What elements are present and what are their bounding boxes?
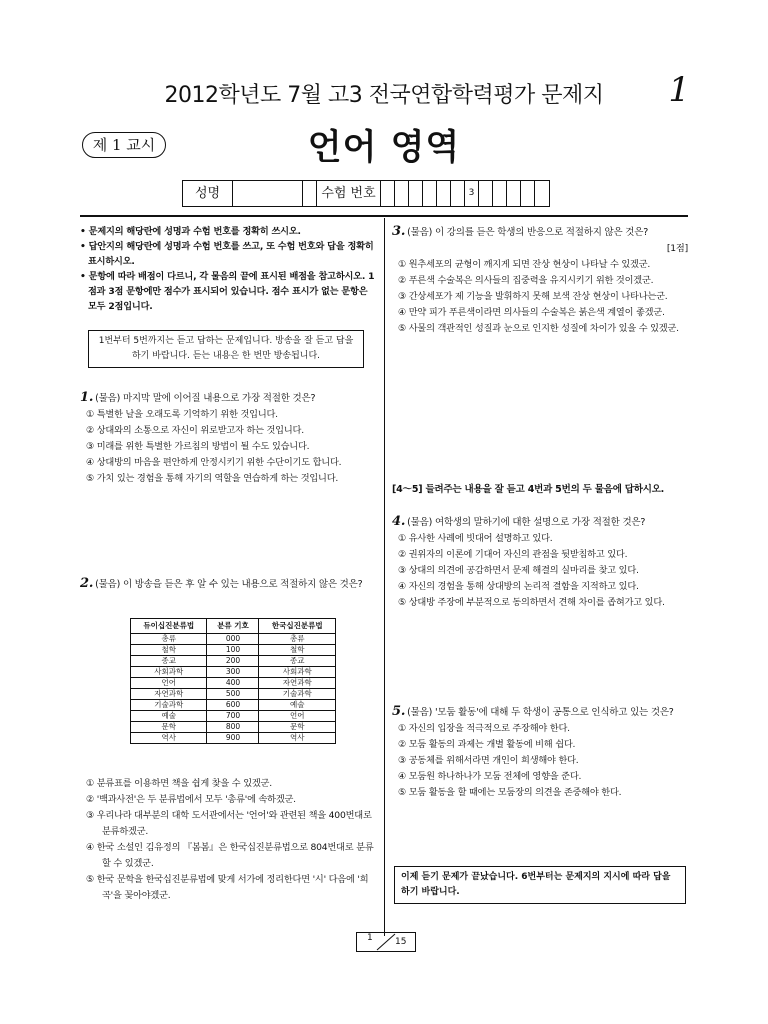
notice-item: • 문제지의 해당란에 성명과 수험 번호를 정확히 쓰시오. bbox=[80, 226, 301, 237]
option[interactable]: ⑤ 모둠 활동을 할 때에는 모둠장의 의견을 존중해야 한다. bbox=[398, 787, 622, 798]
table-cell: 예술 bbox=[259, 700, 336, 711]
table-cell: 문학 bbox=[259, 722, 336, 733]
option[interactable]: ② '백과사전'은 두 분류법에서 모두 '총류'에 속하겠군. bbox=[86, 794, 296, 805]
exam-no-box[interactable] bbox=[381, 181, 395, 206]
table-cell: 100 bbox=[207, 645, 259, 656]
question-number: 3. bbox=[392, 224, 406, 239]
table-cell: 종교 bbox=[259, 656, 336, 667]
question-stem: (물음) '모둠 활동'에 대해 두 학생이 공통으로 인식하고 있는 것은? bbox=[407, 707, 674, 718]
table-cell: 800 bbox=[207, 722, 259, 733]
table-row bbox=[131, 689, 336, 700]
option[interactable]: ④ 모둠원 하나하나가 모둠 전체에 영향을 준다. bbox=[398, 771, 582, 782]
option[interactable]: ① 원추세포의 균형이 깨지게 되면 잔상 현상이 나타날 수 있겠군. bbox=[398, 259, 651, 270]
table-cell: 200 bbox=[207, 656, 259, 667]
exam-no-box[interactable] bbox=[535, 181, 549, 206]
option[interactable]: ⑤ 사물의 객관적인 성질과 눈으로 인지한 성질에 차이가 있을 수 있겠군. bbox=[398, 323, 679, 334]
question-4 bbox=[392, 514, 688, 611]
table-cell: 000 bbox=[207, 634, 259, 645]
option[interactable]: ⑤ 상대방 주장에 부분적으로 동의하면서 견해 차이를 좁혀가고 있다. bbox=[398, 597, 665, 608]
exam-no-box[interactable] bbox=[521, 181, 535, 206]
exam-no-box[interactable] bbox=[507, 181, 521, 206]
table-cell: 종교 bbox=[131, 656, 207, 667]
page-number: 1 bbox=[668, 70, 690, 110]
table-row bbox=[131, 678, 336, 689]
table-row bbox=[131, 645, 336, 656]
option[interactable]: ⑤ 가치 있는 경험을 통해 자기의 역할을 연습하게 하는 것입니다. bbox=[86, 473, 339, 484]
column-divider bbox=[384, 218, 385, 936]
total-pages: 15 bbox=[395, 937, 407, 947]
question-3 bbox=[392, 224, 688, 337]
table-cell: 철학 bbox=[131, 645, 207, 656]
classification-table bbox=[130, 618, 336, 744]
table-row bbox=[131, 722, 336, 733]
notice-item: • 문항에 따라 배점이 다르니, 각 물음의 끝에 표시된 배점을 참고하시오. 1점과 3점 문항에만 점수가 표시되어 있습니다. 점수 표시가 없는 문항은 모두 2점입니다. bbox=[80, 271, 375, 312]
table-row bbox=[131, 656, 336, 667]
question-stem: (물음) 여학생의 말하기에 대한 설명으로 가장 적절한 것은? bbox=[407, 517, 646, 528]
exam-no-label: 수험 번호 bbox=[317, 181, 381, 206]
table-row bbox=[131, 711, 336, 722]
question-stem: (물음) 이 방송을 듣은 후 알 수 있는 내용으로 적절하지 않은 것은? bbox=[95, 579, 363, 590]
table-cell: 기술과학 bbox=[131, 700, 207, 711]
option[interactable]: ① 유사한 사례에 빗대어 설명하고 있다. bbox=[398, 533, 553, 544]
table-cell: 자연과학 bbox=[259, 678, 336, 689]
question-2 bbox=[80, 576, 376, 593]
subject-title: 언어 영역 bbox=[307, 128, 461, 168]
table-cell: 문학 bbox=[131, 722, 207, 733]
listening-notice-box: 1번부터 5번까지는 듣고 답하는 문제입니다. 방송을 잘 듣고 답을 하기 바랍니다. 듣는 내용은 한 번만 방송됩니다. bbox=[88, 330, 364, 368]
table-cell: 400 bbox=[207, 678, 259, 689]
exam-no-box[interactable] bbox=[423, 181, 437, 206]
end-of-listening-box: 이제 듣기 문제가 끝났습니다. 6번부터는 문제지의 지시에 따라 답을 하기 바랍니다. bbox=[394, 866, 686, 904]
section-heading: [4～5] 들려주는 내용을 잘 듣고 4번과 5번의 두 물음에 답하시오. bbox=[392, 484, 665, 495]
table-cell: 언어 bbox=[131, 678, 207, 689]
table-cell: 900 bbox=[207, 733, 259, 744]
option[interactable]: ④ 만약 피가 푸른색이라면 의사들의 수술복은 붉은색 계열이 좋겠군. bbox=[398, 307, 665, 318]
table-header: 분류 기호 bbox=[207, 619, 259, 634]
option[interactable]: ④ 자신의 경험을 통해 상대방의 논리적 결함을 지적하고 있다. bbox=[398, 581, 639, 592]
exam-no-box[interactable] bbox=[395, 181, 409, 206]
option[interactable]: ③ 우리나라 대부분의 대학 도서관에서는 '언어'와 관련된 책을 400번대로 분류하겠군. bbox=[86, 810, 372, 837]
table-row bbox=[131, 634, 336, 645]
option[interactable]: ② 상대와의 소통으로 자신이 위로받고자 하는 것입니다. bbox=[86, 425, 304, 436]
table-cell: 역사 bbox=[259, 733, 336, 744]
option[interactable]: ② 모둠 활동의 과제는 개별 활동에 비해 쉽다. bbox=[398, 739, 576, 750]
option[interactable]: ③ 상대의 의견에 공감하면서 문제 해결의 실마리를 찾고 있다. bbox=[398, 565, 639, 576]
exam-title: 2012학년도 7월 고3 전국연합학력평가 문제지 bbox=[164, 83, 604, 108]
id-spacer bbox=[303, 181, 317, 206]
table-cell: 총류 bbox=[259, 634, 336, 645]
option[interactable]: ③ 미래를 위한 특별한 가르침의 방법이 될 수도 있습니다. bbox=[86, 441, 310, 452]
exam-no-box[interactable] bbox=[493, 181, 507, 206]
question-5 bbox=[392, 704, 688, 801]
current-page: 1 bbox=[367, 933, 373, 943]
table-cell: 500 bbox=[207, 689, 259, 700]
option[interactable]: ① 특별한 날을 오래도록 기억하기 위한 것입니다. bbox=[86, 409, 278, 420]
page-indicator bbox=[356, 932, 416, 952]
table-cell: 철학 bbox=[259, 645, 336, 656]
name-label: 성명 bbox=[183, 181, 233, 206]
question-number: 5. bbox=[392, 704, 406, 719]
question-2-options bbox=[80, 776, 376, 904]
option[interactable]: ④ 한국 소설인 김유정의 『봄봄』은 한국십진분류법으로 804번대로 분류할 수 있겠군. bbox=[86, 842, 374, 869]
table-header: 한국십진분류법 bbox=[259, 619, 336, 634]
option[interactable]: ③ 공동체를 위해서라면 개인이 희생해야 한다. bbox=[398, 755, 579, 766]
exam-no-box[interactable] bbox=[409, 181, 423, 206]
option[interactable]: ⑤ 한국 문학을 한국십진분류법에 맞게 서가에 정리한다면 '시' 다음에 '희곡'을 꽂아야겠군. bbox=[86, 874, 369, 901]
table-cell: 언어 bbox=[259, 711, 336, 722]
table-cell: 자연과학 bbox=[131, 689, 207, 700]
table-header: 듀이십진분류법 bbox=[131, 619, 207, 634]
question-1 bbox=[80, 390, 376, 487]
name-field[interactable] bbox=[233, 181, 303, 206]
exam-no-box[interactable] bbox=[451, 181, 465, 206]
option[interactable]: ① 자신의 입장을 적극적으로 주장해야 한다. bbox=[398, 723, 570, 734]
exam-no-digit: 3 bbox=[465, 181, 479, 206]
option[interactable]: ④ 상대방의 마음을 편안하게 안정시키기 위한 수단이기도 합니다. bbox=[86, 457, 342, 468]
period-badge: 제 1 교시 bbox=[82, 132, 166, 158]
table-cell: 예술 bbox=[131, 711, 207, 722]
header-rule bbox=[80, 215, 688, 217]
table-row bbox=[131, 700, 336, 711]
table-cell: 사회과학 bbox=[131, 667, 207, 678]
table-cell: 역사 bbox=[131, 733, 207, 744]
table-cell: 300 bbox=[207, 667, 259, 678]
table-cell: 사회과학 bbox=[259, 667, 336, 678]
option[interactable]: ② 푸른색 수술복은 의사들의 집중력을 유지시키기 위한 것이겠군. bbox=[398, 275, 654, 286]
points-label: [1점] bbox=[666, 243, 688, 254]
question-number: 4. bbox=[392, 514, 406, 529]
option[interactable]: ① 분류표를 이용하면 책을 쉽게 찾을 수 있겠군. bbox=[86, 778, 272, 789]
table-row bbox=[131, 733, 336, 744]
question-number: 1. bbox=[80, 390, 94, 405]
option[interactable]: ③ 간상세포가 제 기능을 발휘하지 못해 보색 잔상 현상이 나타나는군. bbox=[398, 291, 668, 302]
notice-item: • 답안지의 해당란에 성명과 수험 번호를 쓰고, 또 수험 번호와 답을 정확히 표시하시오. bbox=[80, 241, 374, 267]
question-number: 2. bbox=[80, 576, 94, 591]
table-cell: 600 bbox=[207, 700, 259, 711]
id-bar bbox=[182, 180, 550, 207]
table-row bbox=[131, 667, 336, 678]
option[interactable]: ② 권위자의 이론에 기대어 자신의 관점을 뒷받침하고 있다. bbox=[398, 549, 628, 560]
table-cell: 총류 bbox=[131, 634, 207, 645]
exam-no-box[interactable] bbox=[437, 181, 451, 206]
question-stem: (물음) 이 강의를 듣은 학생의 반응으로 적절하지 않은 것은? bbox=[407, 227, 649, 238]
table-cell: 기술과학 bbox=[259, 689, 336, 700]
exam-no-box[interactable] bbox=[479, 181, 493, 206]
question-stem: (물음) 마지막 말에 이어질 내용으로 가장 적절한 것은? bbox=[95, 393, 316, 404]
notices bbox=[80, 224, 376, 314]
table-cell: 700 bbox=[207, 711, 259, 722]
